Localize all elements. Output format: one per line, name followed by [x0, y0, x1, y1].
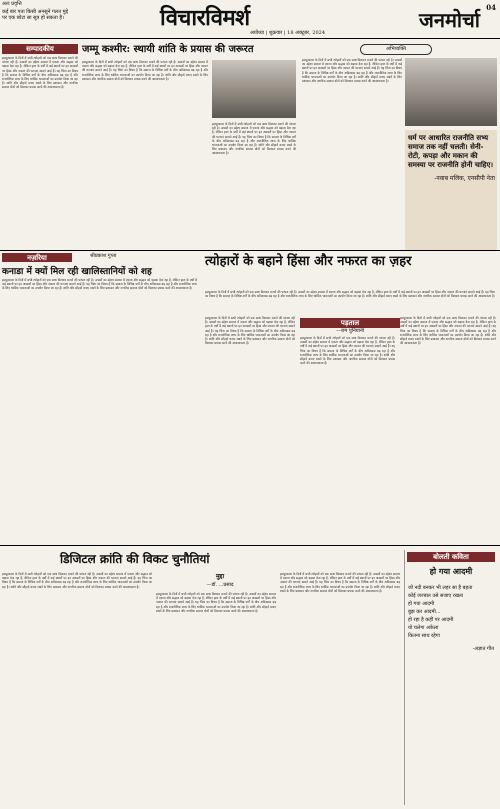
sampadakiya-text: इसपुरकाल के दिनों में सभी त्योहारों को एक साथ मिलकर मनाने की परंपरा रही है। उत्सवों का उद्देश्य समाज में एकता और सद्भाव को बढ़ावा देना रहा है, लेकिन हाल के वर्षों में कई स्थानों पर इन अवसरों पर हिंसा और नफरत की घटनाएं सामने आई हैं। यह चिंता का विषय है कि समाज के विभिन्न वर्गों के बीच अविश्वास बढ़ रहा है और राजनीतिक लाभ के लिए धार्मिक भावनाओं का उपयोग किया जा रहा है। शांति और सौहार्द बनाए रखने के लिए प्रशासन और नागरिक समाज दोनों को मिलकर प्रयास करने की आवश्यकता है। — [2, 56, 78, 90]
rule-bottom — [0, 545, 500, 546]
quote-text: धर्म पर आधारित राजनीति सभ्य समाज तक नहीं चलती। सेनी-रोटी, कपड़ा और मकान की समस्या पर राजनीति होनी चाहिए। — [408, 133, 494, 169]
page-number: 04 — [486, 3, 496, 12]
poem-line: हो गया आदमी — [408, 601, 435, 607]
nazariya-band: नज़रिया — [2, 253, 72, 262]
rule-top — [0, 250, 500, 251]
canada-author: श्रीप्रकाश गुप्ता — [90, 253, 117, 259]
paper-name: जनमोर्चा — [419, 8, 480, 32]
masthead — [0, 0, 500, 39]
poem-line: जो नदी बनकर भी लहर सा है बहता — [408, 585, 473, 591]
festival-col3: इसपुरकाल के दिनों में सभी त्योहारों को एक साथ मिलकर मनाने की परंपरा रही है। उत्सवों का उद्देश्य समाज में एकता और सद्भाव को बढ़ावा देना रहा है, लेकिन हाल के वर्षों में कई स्थानों पर इन अवसरों पर हिंसा और नफरत की घटनाएं सामने आई हैं। यह चिंता का विषय है कि समाज के विभिन्न वर्गों के बीच अविश्वास बढ़ रहा है और राजनीतिक लाभ के लिए धार्मिक भावनाओं का उपयोग किया जा रहा है। शांति और सौहार्द बनाए रखने के लिए प्रशासन और नागरिक समाज दोनों को मिलकर प्रयास करने की आवश्यकता है। — [400, 316, 496, 346]
festival-intro: इसपुरकाल के दिनों में सभी त्योहारों को एक साथ मिलकर मनाने की परंपरा रही है। उत्सवों का उद्देश्य समाज में एकता और सद्भाव को बढ़ावा देना रहा है, लेकिन हाल के वर्षों में कई स्थानों पर इन अवसरों पर हिंसा और नफरत की घटनाएं सामने आई हैं। यह चिंता का विषय है कि समाज के विभिन्न वर्गों के बीच अविश्वास बढ़ रहा है और राजनीतिक लाभ के लिए धार्मिक भावनाओं का उपयोग किया जा रहा है। शांति और सौहार्द बनाए रखने के लिए प्रशासन और नागरिक समाज दोनों को मिलकर प्रयास करने की आवश्यकता है। — [205, 290, 495, 299]
sampadakiya-band: सम्पादकीय — [2, 44, 78, 54]
poem-line: बुझ कर आदमी... — [408, 609, 441, 615]
poem-line: हो रहा है कहीं पर आदमी — [408, 617, 454, 623]
poem-box — [404, 550, 497, 805]
poem-byline: -अज्ञात गीत — [472, 646, 494, 652]
digital-col2: इसपुरकाल के दिनों में सभी त्योहारों को एक साथ मिलकर मनाने की परंपरा रही है। उत्सवों का उद्देश्य समाज में एकता और सद्भाव को बढ़ावा देना रहा है, लेकिन हाल के वर्षों में कई स्थानों पर इन अवसरों पर हिंसा और नफरत की घटनाएं सामने आई हैं। यह चिंता का विषय है कि समाज के विभिन्न वर्गों के बीच अविश्वास बढ़ रहा है और राजनीतिक लाभ के लिए धार्मिक भावनाओं का उपयोग किया जा रहा है। शांति और सौहार्द बनाए रखने के लिए प्रशासन और नागरिक समाज दोनों को मिलकर प्रयास करने की आवश्यकता है। — [156, 592, 276, 613]
masthead-left-note: कई बार पता किसी अनसुने गलत मुद्दे पर एक छोटा सा सूत्र हो सकता है। — [2, 9, 69, 21]
quote-box — [405, 130, 497, 250]
poem-subtitle: हो गया आदमी — [429, 566, 473, 576]
quote-photo — [405, 58, 497, 126]
digital-col1: इसपुरकाल के दिनों में सभी त्योहारों को एक साथ मिलकर मनाने की परंपरा रही है। उत्सवों का उद्देश्य समाज में एकता और सद्भाव को बढ़ावा देना रहा है, लेकिन हाल के वर्षों में कई स्थानों पर इन अवसरों पर हिंसा और नफरत की घटनाएं सामने आई हैं। यह चिंता का विषय है कि समाज के विभिन्न वर्गों के बीच अविश्वास बढ़ रहा है और राजनीतिक लाभ के लिए धार्मिक भावनाओं का उपयोग किया जा रहा है। शांति और सौहार्द बनाए रखने के लिए प्रशासन और नागरिक समाज दोनों को मिलकर प्रयास करने की आवश्यकता है। — [2, 572, 152, 589]
festival-col2: इसपुरकाल के दिनों में सभी त्योहारों को एक साथ मिलकर मनाने की परंपरा रही है। उत्सवों का उद्देश्य समाज में एकता और सद्भाव को बढ़ावा देना रहा है, लेकिन हाल के वर्षों में कई स्थानों पर इन अवसरों पर हिंसा और नफरत की घटनाएं सामने आई हैं। यह चिंता का विषय है कि समाज के विभिन्न वर्गों के बीच अविश्वास बढ़ रहा है और राजनीतिक लाभ के लिए धार्मिक भावनाओं का उपयोग किया जा रहा है। शांति और सौहार्द बनाए रखने के लिए प्रशासन और नागरिक समाज दोनों को मिलकर प्रयास करने की आवश्यकता है। — [300, 336, 395, 366]
poem-title: बोलती कविता — [407, 552, 495, 562]
festival-col1: इसपुरकाल के दिनों में सभी त्योहारों को एक साथ मिलकर मनाने की परंपरा रही है। उत्सवों का उद्देश्य समाज में एकता और सद्भाव को बढ़ावा देना रहा है, लेकिन हाल के वर्षों में कई स्थानों पर इन अवसरों पर हिंसा और नफरत की घटनाएं सामने आई हैं। यह चिंता का विषय है कि समाज के विभिन्न वर्गों के बीच अविश्वास बढ़ रहा है और राजनीतिक लाभ के लिए धार्मिक भावनाओं का उपयोग किया जा रहा है। शांति और सौहार्द बनाए रखने के लिए प्रशासन और नागरिक समाज दोनों को मिलकर प्रयास करने की आवश्यकता है। — [205, 316, 295, 346]
abhivyakti-text: इसपुरकाल के दिनों में सभी त्योहारों को एक साथ मिलकर मनाने की परंपरा रही है। उत्सवों का उद्देश्य समाज में एकता और सद्भाव को बढ़ावा देना रहा है, लेकिन हाल के वर्षों में कई स्थानों पर इन अवसरों पर हिंसा और नफरत की घटनाएं सामने आई हैं। यह चिंता का विषय है कि समाज के विभिन्न वर्गों के बीच अविश्वास बढ़ रहा है और राजनीतिक लाभ के लिए धार्मिक भावनाओं का उपयोग किया जा रहा है। शांति और सौहार्द बनाए रखने के लिए प्रशासन और नागरिक समाज दोनों को मिलकर प्रयास करने की आवश्यकता है। — [302, 58, 402, 84]
poem-lines — [405, 581, 497, 643]
poem-line: कितना साथ रहेगा — [408, 633, 440, 639]
small-label: अतः प्रवृत्ति — [2, 1, 22, 7]
kashmir-col1: इसपुरकाल के दिनों में सभी त्योहारों को एक साथ मिलकर मनाने की परंपरा रही है। उत्सवों का उद्देश्य समाज में एकता और सद्भाव को बढ़ावा देना रहा है, लेकिन हाल के वर्षों में कई स्थानों पर इन अवसरों पर हिंसा और नफरत की घटनाएं सामने आई हैं। यह चिंता का विषय है कि समाज के विभिन्न वर्गों के बीच अविश्वास बढ़ रहा है और राजनीतिक लाभ के लिए धार्मिक भावनाओं का उपयोग किया जा रहा है। शांति और सौहार्द बनाए रखने के लिए प्रशासन और नागरिक समाज दोनों को मिलकर प्रयास करने की आवश्यकता है। — [82, 60, 208, 81]
quote-byline: -नवाब मलिक, एनसीपी नेता — [434, 175, 495, 182]
canada-headline: कनाडा में क्यों मिल रही खालिस्तानियों को शह — [2, 267, 152, 277]
kashmir-col2: इसपुरकाल के दिनों में सभी त्योहारों को एक साथ मिलकर मनाने की परंपरा रही है। उत्सवों का उद्देश्य समाज में एकता और सद्भाव को बढ़ावा देना रहा है, लेकिन हाल के वर्षों में कई स्थानों पर इन अवसरों पर हिंसा और नफरत की घटनाएं सामने आई हैं। यह चिंता का विषय है कि समाज के विभिन्न वर्गों के बीच अविश्वास बढ़ रहा है और राजनीतिक लाभ के लिए धार्मिक भावनाओं का उपयोग किया जा रहा है। शांति और सौहार्द बनाए रखने के लिए प्रशासन और नागरिक समाज दोनों को मिलकर प्रयास करने की आवश्यकता है। — [212, 122, 296, 156]
digital-col3: इसपुरकाल के दिनों में सभी त्योहारों को एक साथ मिलकर मनाने की परंपरा रही है। उत्सवों का उद्देश्य समाज में एकता और सद्भाव को बढ़ावा देना रहा है, लेकिन हाल के वर्षों में कई स्थानों पर इन अवसरों पर हिंसा और नफरत की घटनाएं सामने आई हैं। यह चिंता का विषय है कि समाज के विभिन्न वर्गों के बीच अविश्वास बढ़ रहा है और राजनीतिक लाभ के लिए धार्मिक भावनाओं का उपयोग किया जा रहा है। शांति और सौहार्द बनाए रखने के लिए प्रशासन और नागरिक समाज दोनों को मिलकर प्रयास करने की आवश्यकता है। — [280, 572, 400, 593]
section-title: विचारविमर्श — [160, 5, 250, 31]
padtaal-band: पड़ताल — [300, 318, 400, 328]
digital-author: —डॉ. ...प्रसाद — [206, 582, 234, 588]
mudda-label: मुद्दा — [215, 573, 225, 580]
digital-headline: डिजिटल क्रांति की विकट चुनौतियां — [60, 552, 210, 566]
canada-text: इसपुरकाल के दिनों में सभी त्योहारों को एक साथ मिलकर मनाने की परंपरा रही है। उत्सवों का उद्देश्य समाज में एकता और सद्भाव को बढ़ावा देना रहा है, लेकिन हाल के वर्षों में कई स्थानों पर इन अवसरों पर हिंसा और नफरत की घटनाएं सामने आई हैं। यह चिंता का विषय है कि समाज के विभिन्न वर्गों के बीच अविश्वास बढ़ रहा है और राजनीतिक लाभ के लिए धार्मिक भावनाओं का उपयोग किया जा रहा है। शांति और सौहार्द बनाए रखने के लिए प्रशासन और नागरिक समाज दोनों को मिलकर प्रयास करने की आवश्यकता है। — [2, 278, 197, 291]
festival-author: —राम पुनियानी — [335, 328, 365, 334]
dateline: अयोध्या | शुक्रवार | 18 अक्टूबर, 2024 — [250, 30, 325, 36]
poem-line: यो चलेगा अकेला — [408, 625, 439, 631]
politician-photo — [212, 60, 296, 118]
kashmir-headline: जम्मू कश्मीर: स्थायी शांति के प्रयास की जरूरत — [82, 44, 254, 55]
poem-line: कोई जज्बात उसे सजाए रखता — [408, 593, 464, 599]
festival-headline: त्योहारों के बहाने हिंसा और नफरत का ज़हर — [205, 254, 412, 269]
abhivyakti-label: अभिव्यक्ति — [360, 44, 432, 55]
